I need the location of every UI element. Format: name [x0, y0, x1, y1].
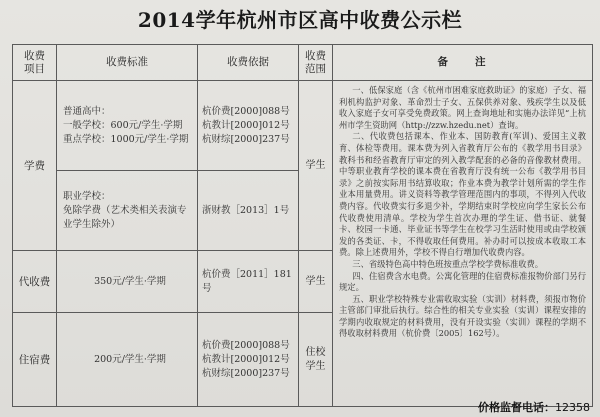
tuition-vocational-standard: 职业学校： 免除学费（艺术类相关表演专 业学生除外） [57, 171, 198, 251]
remark-3: 三、省级特色高中特色班按重点学校学费标准收费。 [352, 258, 544, 269]
remark-1: 一、低保家庭（含《杭州市困难家庭救助证》的家庭）子女、福利机构监护对象、革命烈士子女、五保供养对象、残疾学生以及低收入家庭子女可享受免费政策。网上查询地址和实施办法详见“上杭州市学生资助网（http://zzw.hzedu.net）查询。 [339, 85, 586, 130]
agency-scope: 学生 [299, 251, 333, 313]
agency-basis: 杭价费［2011］181号 [198, 251, 299, 313]
lodging-standard: 200元/学生·学期 [57, 313, 198, 407]
price-hotline [478, 399, 590, 415]
agency-category: 代收费 [13, 251, 57, 313]
header-scope: 收费 范围 [299, 45, 333, 81]
header-remarks: 备 注 [333, 45, 593, 81]
tuition-vocational-basis: 浙财教［2013］1号 [198, 171, 299, 251]
tuition-category: 学费 [13, 81, 57, 251]
header-standard: 收费标准 [57, 45, 198, 81]
lodging-basis: 杭价费[2000]088号 杭教计[2000]012号 杭财综[2000]237号 [198, 313, 299, 407]
agency-standard: 350元/学生·学期 [57, 251, 198, 313]
hotline-label: 价格监督电话： [478, 401, 555, 414]
remark-4: 四、住宿费含水电费。公寓化管理的住宿费标准报物价部门另行规定。 [339, 270, 586, 293]
general-school-label: 普通高中： [63, 105, 111, 117]
key-school-fee: 重点学校：1000元/学生·学期 [63, 133, 189, 145]
header-row [13, 45, 593, 81]
hotline-number: 12358 [555, 401, 590, 414]
remark-2: 二、代收费包括课本、作业本、国防教育(军训)、爱国主义教育、体检等费用。课本费为列入省教育厅公布的《教学用书目录》教科书和经省教育厅审定的列入教学配套的必备的音像教材费用。中等职业教育学校的课本费在省教育厅没有统一公布《教学用书目录》之前按实际用书结算收取；作业本费为教学计划所需的学生作业本用量费用。讲义资料等教学管理范围内的事项，不得列入代收费内容。代收费实行多退少补，学期结束时学校应向学生家长公布代收费使用清单。学校为学生首次办理的学生证、借书证、就餐卡、校园一卡通、毕业证书等学生在校学习生活时使用或由学校颁发的各类证、卡，不得收取任何费用。补办时可以按成本收取工本费。除上述费用外，学校不得自行增加代收费内容。 [339, 131, 586, 258]
general-school-fee: 一般学校：600元/学生·学期 [63, 119, 183, 131]
lodging-category: 住宿费 [13, 313, 57, 407]
page-title: 2014学年杭州市区高中收费公示栏 [137, 8, 463, 32]
tuition-general-row [13, 81, 593, 171]
tuition-scope: 学生 [299, 81, 333, 251]
header-basis: 收费依据 [198, 45, 299, 81]
remark-5: 五、职业学校特殊专业需收取实验（实训）材料费，须报市物价主管部门审批后执行。综合性的相关专业实验（实训）课程安排的学期内收取规定的材料费用，没有开设实验（实训）课程的学期不得收取材料费用（杭价费〔2005〕162号）。 [339, 293, 586, 339]
tuition-general-basis: 杭价费[2000]088号 杭教计[2000]012号 杭财综[2000]237号 [198, 81, 299, 171]
lodging-scope: 住校 学生 [299, 313, 333, 407]
fee-table [12, 44, 593, 407]
remarks-cell [333, 81, 593, 407]
vocational-school-label: 职业学校： [63, 190, 111, 202]
tuition-general-standard [57, 81, 198, 171]
header-item: 收费 项目 [13, 45, 57, 81]
